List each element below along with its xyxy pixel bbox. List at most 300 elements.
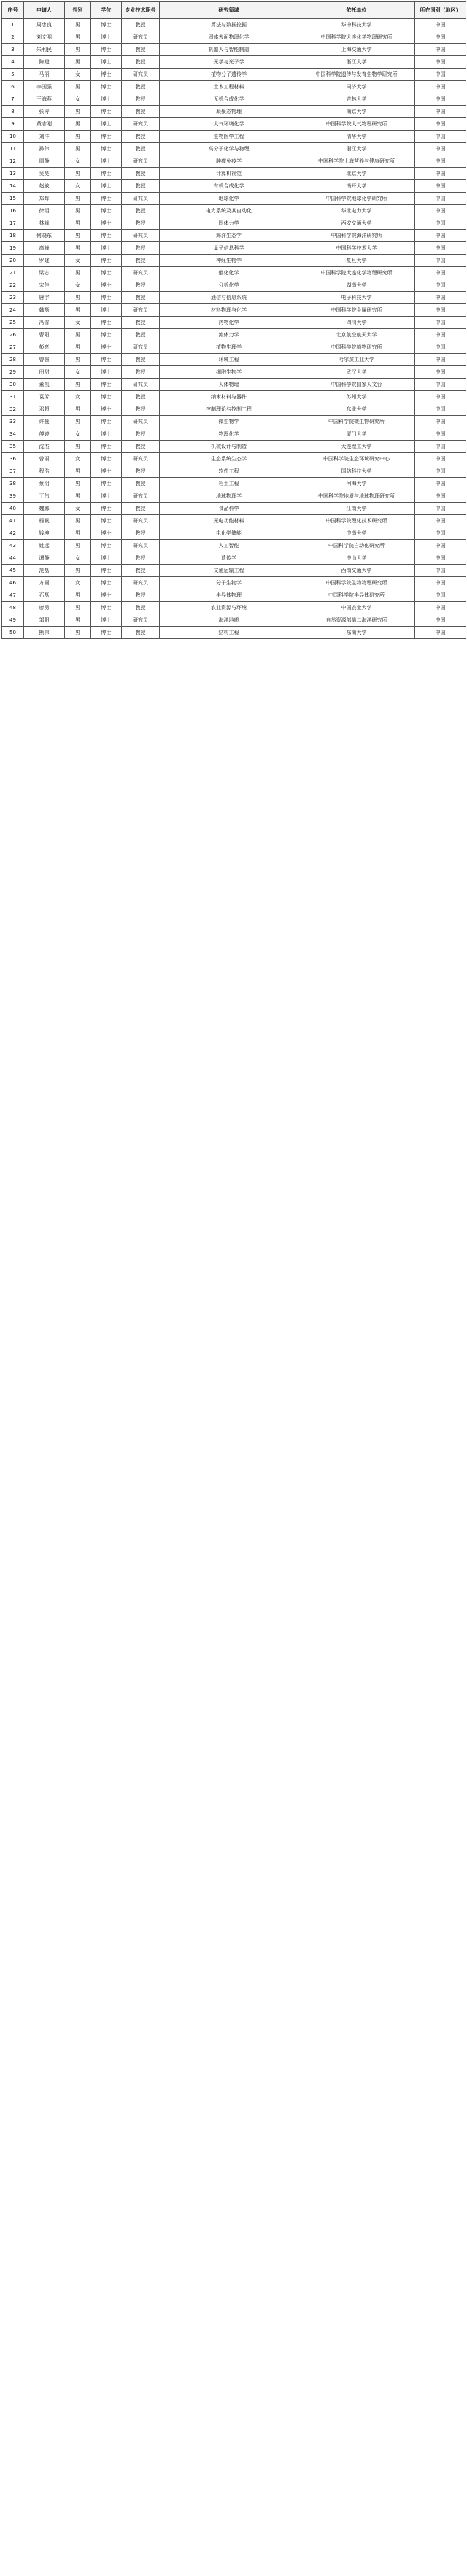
cell-no: 7 xyxy=(2,93,24,106)
table-row xyxy=(2,304,466,317)
cell-field: 生态系统生态学 xyxy=(160,453,298,465)
cell-degree: 博士 xyxy=(91,143,122,155)
cell-name: 罗晓 xyxy=(24,255,65,267)
cell-org: 中国科学院大连化学物理研究所 xyxy=(298,31,415,44)
cell-org: 南开大学 xyxy=(298,180,415,193)
table-row xyxy=(2,366,466,379)
table-row xyxy=(2,329,466,341)
cell-sex: 女 xyxy=(65,391,91,403)
table-row xyxy=(2,143,466,155)
cell-field: 量子信息科学 xyxy=(160,242,298,255)
cell-title: 教授 xyxy=(122,180,160,193)
cell-sex: 男 xyxy=(65,403,91,416)
cell-degree: 博士 xyxy=(91,292,122,304)
cell-field: 神经生物学 xyxy=(160,255,298,267)
cell-title: 研究员 xyxy=(122,416,160,428)
cell-field: 凝聚态物理 xyxy=(160,106,298,118)
table-row xyxy=(2,93,466,106)
cell-org: 中国科学院海洋研究所 xyxy=(298,230,415,242)
cell-country: 中国 xyxy=(415,627,466,639)
cell-field: 固体力学 xyxy=(160,217,298,230)
cell-org: 中国科学院大气物理研究所 xyxy=(298,118,415,131)
cell-degree: 博士 xyxy=(91,453,122,465)
cell-sex: 女 xyxy=(65,503,91,515)
cell-name: 朱利民 xyxy=(24,44,65,56)
table-header-row xyxy=(2,2,466,19)
cell-country: 中国 xyxy=(415,614,466,627)
cell-country: 中国 xyxy=(415,602,466,614)
cell-title: 研究员 xyxy=(122,69,160,81)
table-row xyxy=(2,31,466,44)
cell-field: 高分子化学与物理 xyxy=(160,143,298,155)
cell-title: 教授 xyxy=(122,205,160,217)
cell-title: 教授 xyxy=(122,56,160,69)
cell-no: 33 xyxy=(2,416,24,428)
cell-degree: 博士 xyxy=(91,540,122,552)
cell-title: 教授 xyxy=(122,354,160,366)
cell-degree: 博士 xyxy=(91,614,122,627)
cell-sex: 女 xyxy=(65,453,91,465)
cell-title: 教授 xyxy=(122,391,160,403)
cell-title: 教授 xyxy=(122,279,160,292)
cell-org: 东北大学 xyxy=(298,403,415,416)
cell-title: 教授 xyxy=(122,44,160,56)
cell-sex: 女 xyxy=(65,180,91,193)
table-row xyxy=(2,354,466,366)
cell-org: 自然资源部第二海洋研究所 xyxy=(298,614,415,627)
cell-field: 海洋生态学 xyxy=(160,230,298,242)
cell-name: 郑辉 xyxy=(24,193,65,205)
table-row xyxy=(2,515,466,527)
table-row xyxy=(2,267,466,279)
cell-title: 教授 xyxy=(122,589,160,602)
cell-country: 中国 xyxy=(415,416,466,428)
cell-field: 算法与数据挖掘 xyxy=(160,19,298,31)
cell-no: 16 xyxy=(2,205,24,217)
cell-country: 中国 xyxy=(415,131,466,143)
cell-name: 程浩 xyxy=(24,465,65,478)
cell-sex: 女 xyxy=(65,93,91,106)
cell-no: 29 xyxy=(2,366,24,379)
cell-name: 杨帆 xyxy=(24,515,65,527)
table-row xyxy=(2,279,466,292)
cell-no: 12 xyxy=(2,155,24,168)
table-row xyxy=(2,627,466,639)
cell-name: 曹阳 xyxy=(24,329,65,341)
cell-field: 植物生理学 xyxy=(160,341,298,354)
cell-field: 物理化学 xyxy=(160,428,298,441)
cell-country: 中国 xyxy=(415,180,466,193)
cell-degree: 博士 xyxy=(91,118,122,131)
table-row xyxy=(2,131,466,143)
cell-degree: 博士 xyxy=(91,193,122,205)
cell-title: 研究员 xyxy=(122,614,160,627)
cell-org: 北京航空航天大学 xyxy=(298,329,415,341)
cell-field: 材料物理与化学 xyxy=(160,304,298,317)
cell-field: 药物化学 xyxy=(160,317,298,329)
cell-field: 肿瘤免疫学 xyxy=(160,155,298,168)
cell-no: 38 xyxy=(2,478,24,490)
cell-degree: 博士 xyxy=(91,490,122,503)
cell-country: 中国 xyxy=(415,565,466,577)
cell-field: 岩土工程 xyxy=(160,478,298,490)
cell-title: 教授 xyxy=(122,317,160,329)
cell-field: 纳米材料与器件 xyxy=(160,391,298,403)
cell-country: 中国 xyxy=(415,527,466,540)
cell-country: 中国 xyxy=(415,217,466,230)
cell-field: 生物医学工程 xyxy=(160,131,298,143)
cell-name: 王海燕 xyxy=(24,93,65,106)
cell-degree: 博士 xyxy=(91,403,122,416)
cell-degree: 博士 xyxy=(91,56,122,69)
cell-degree: 博士 xyxy=(91,428,122,441)
cell-org: 上海交通大学 xyxy=(298,44,415,56)
table-row xyxy=(2,441,466,453)
cell-name: 石磊 xyxy=(24,589,65,602)
cell-org: 清华大学 xyxy=(298,131,415,143)
cell-org: 中国科学院金属研究所 xyxy=(298,304,415,317)
cell-field: 交通运输工程 xyxy=(160,565,298,577)
table-row xyxy=(2,379,466,391)
cell-country: 中国 xyxy=(415,193,466,205)
cell-field: 半导体物理 xyxy=(160,589,298,602)
header-name: 申请人 xyxy=(24,2,65,19)
cell-name: 黄志刚 xyxy=(24,118,65,131)
cell-name: 袁芳 xyxy=(24,391,65,403)
cell-sex: 男 xyxy=(65,354,91,366)
table-row xyxy=(2,155,466,168)
cell-org: 河海大学 xyxy=(298,478,415,490)
cell-sex: 女 xyxy=(65,317,91,329)
cell-no: 17 xyxy=(2,217,24,230)
table-row xyxy=(2,118,466,131)
cell-degree: 博士 xyxy=(91,354,122,366)
cell-org: 中国科学院大连化学物理研究所 xyxy=(298,267,415,279)
table-row xyxy=(2,44,466,56)
cell-field: 地球化学 xyxy=(160,193,298,205)
cell-sex: 男 xyxy=(65,304,91,317)
cell-field: 机器人与智能制造 xyxy=(160,44,298,56)
table-row xyxy=(2,81,466,93)
cell-no: 13 xyxy=(2,168,24,180)
cell-country: 中国 xyxy=(415,391,466,403)
table-row xyxy=(2,69,466,81)
cell-field: 分子生物学 xyxy=(160,577,298,589)
cell-title: 研究员 xyxy=(122,267,160,279)
cell-no: 21 xyxy=(2,267,24,279)
table-row xyxy=(2,552,466,565)
header-country: 所在国别（地区） xyxy=(415,2,466,19)
cell-degree: 博士 xyxy=(91,31,122,44)
cell-degree: 博士 xyxy=(91,329,122,341)
cell-name: 冯雪 xyxy=(24,317,65,329)
table-row xyxy=(2,168,466,180)
cell-name: 高峰 xyxy=(24,242,65,255)
cell-field: 细胞生物学 xyxy=(160,366,298,379)
cell-sex: 男 xyxy=(65,217,91,230)
cell-country: 中国 xyxy=(415,403,466,416)
cell-country: 中国 xyxy=(415,205,466,217)
cell-country: 中国 xyxy=(415,267,466,279)
cell-degree: 博士 xyxy=(91,230,122,242)
cell-name: 曾丽 xyxy=(24,453,65,465)
cell-field: 分析化学 xyxy=(160,279,298,292)
cell-sex: 男 xyxy=(65,118,91,131)
table-row xyxy=(2,180,466,193)
cell-org: 中国科学院微生物研究所 xyxy=(298,416,415,428)
cell-name: 陈建 xyxy=(24,56,65,69)
cell-field: 天体物理 xyxy=(160,379,298,391)
cell-country: 中国 xyxy=(415,354,466,366)
cell-no: 27 xyxy=(2,341,24,354)
cell-no: 2 xyxy=(2,31,24,44)
cell-name: 张涛 xyxy=(24,106,65,118)
table-row xyxy=(2,465,466,478)
cell-org: 中国科学院自动化研究所 xyxy=(298,540,415,552)
cell-org: 中国科学院上海营养与健康研究所 xyxy=(298,155,415,168)
cell-title: 研究员 xyxy=(122,304,160,317)
cell-country: 中国 xyxy=(415,341,466,354)
cell-name: 熊伟 xyxy=(24,627,65,639)
cell-title: 教授 xyxy=(122,93,160,106)
table-row xyxy=(2,540,466,552)
cell-title: 教授 xyxy=(122,366,160,379)
cell-degree: 博士 xyxy=(91,304,122,317)
cell-field: 植物分子遗传学 xyxy=(160,69,298,81)
table-row xyxy=(2,503,466,515)
table-row xyxy=(2,242,466,255)
cell-sex: 男 xyxy=(65,168,91,180)
header-no: 序号 xyxy=(2,2,24,19)
cell-name: 谭静 xyxy=(24,552,65,565)
cell-field: 大气环境化学 xyxy=(160,118,298,131)
cell-sex: 男 xyxy=(65,205,91,217)
table-row xyxy=(2,317,466,329)
cell-name: 姚远 xyxy=(24,540,65,552)
cell-no: 43 xyxy=(2,540,24,552)
cell-field: 电力系统及其自动化 xyxy=(160,205,298,217)
cell-no: 37 xyxy=(2,465,24,478)
cell-name: 徐明 xyxy=(24,205,65,217)
cell-no: 42 xyxy=(2,527,24,540)
cell-name: 韩磊 xyxy=(24,304,65,317)
cell-degree: 博士 xyxy=(91,81,122,93)
cell-no: 6 xyxy=(2,81,24,93)
cell-no: 35 xyxy=(2,441,24,453)
cell-org: 湖南大学 xyxy=(298,279,415,292)
cell-no: 14 xyxy=(2,180,24,193)
cell-name: 钱坤 xyxy=(24,527,65,540)
cell-degree: 博士 xyxy=(91,441,122,453)
cell-no: 50 xyxy=(2,627,24,639)
cell-field: 农业资源与环境 xyxy=(160,602,298,614)
cell-org: 中国科学院生物物理研究所 xyxy=(298,577,415,589)
table-row xyxy=(2,577,466,589)
cell-title: 教授 xyxy=(122,329,160,341)
cell-title: 研究员 xyxy=(122,118,160,131)
cell-title: 研究员 xyxy=(122,490,160,503)
cell-sex: 男 xyxy=(65,242,91,255)
header-degree: 学位 xyxy=(91,2,122,19)
cell-no: 30 xyxy=(2,379,24,391)
cell-name: 马丽 xyxy=(24,69,65,81)
table-row xyxy=(2,193,466,205)
cell-org: 武汉大学 xyxy=(298,366,415,379)
cell-country: 中国 xyxy=(415,490,466,503)
cell-sex: 男 xyxy=(65,379,91,391)
cell-title: 教授 xyxy=(122,81,160,93)
cell-sex: 女 xyxy=(65,69,91,81)
cell-sex: 男 xyxy=(65,515,91,527)
cell-degree: 博士 xyxy=(91,217,122,230)
cell-name: 许晨 xyxy=(24,416,65,428)
cell-sex: 男 xyxy=(65,31,91,44)
table-row xyxy=(2,230,466,242)
cell-name: 邹阳 xyxy=(24,614,65,627)
cell-title: 研究员 xyxy=(122,31,160,44)
cell-org: 哈尔滨工业大学 xyxy=(298,354,415,366)
cell-org: 东南大学 xyxy=(298,627,415,639)
cell-title: 教授 xyxy=(122,602,160,614)
cell-name: 周静 xyxy=(24,155,65,168)
cell-title: 教授 xyxy=(122,217,160,230)
cell-degree: 博士 xyxy=(91,279,122,292)
cell-title: 研究员 xyxy=(122,155,160,168)
cell-name: 宋佳 xyxy=(24,279,65,292)
cell-sex: 女 xyxy=(65,428,91,441)
cell-country: 中国 xyxy=(415,279,466,292)
cell-name: 蔡明 xyxy=(24,478,65,490)
cell-country: 中国 xyxy=(415,577,466,589)
cell-field: 流体力学 xyxy=(160,329,298,341)
cell-field: 环境工程 xyxy=(160,354,298,366)
cell-field: 固体表面物理化学 xyxy=(160,31,298,44)
cell-field: 土木工程材料 xyxy=(160,81,298,93)
cell-title: 教授 xyxy=(122,527,160,540)
cell-field: 人工智能 xyxy=(160,540,298,552)
cell-degree: 博士 xyxy=(91,155,122,168)
cell-name: 梁志 xyxy=(24,267,65,279)
cell-field: 电化学储能 xyxy=(160,527,298,540)
cell-title: 教授 xyxy=(122,131,160,143)
cell-sex: 男 xyxy=(65,44,91,56)
cell-field: 控制理论与控制工程 xyxy=(160,403,298,416)
cell-org: 江南大学 xyxy=(298,503,415,515)
cell-country: 中国 xyxy=(415,168,466,180)
cell-country: 中国 xyxy=(415,540,466,552)
cell-sex: 男 xyxy=(65,56,91,69)
cell-no: 1 xyxy=(2,19,24,31)
cell-degree: 博士 xyxy=(91,627,122,639)
cell-sex: 男 xyxy=(65,490,91,503)
cell-degree: 博士 xyxy=(91,317,122,329)
cell-sex: 男 xyxy=(65,131,91,143)
cell-no: 19 xyxy=(2,242,24,255)
cell-degree: 博士 xyxy=(91,515,122,527)
cell-org: 大连理工大学 xyxy=(298,441,415,453)
cell-sex: 男 xyxy=(65,441,91,453)
cell-sex: 男 xyxy=(65,143,91,155)
cell-title: 教授 xyxy=(122,403,160,416)
cell-title: 教授 xyxy=(122,552,160,565)
cell-no: 24 xyxy=(2,304,24,317)
cell-degree: 博士 xyxy=(91,255,122,267)
cell-title: 教授 xyxy=(122,428,160,441)
cell-field: 通信与信息系统 xyxy=(160,292,298,304)
cell-degree: 博士 xyxy=(91,565,122,577)
cell-field: 软件工程 xyxy=(160,465,298,478)
cell-org: 同济大学 xyxy=(298,81,415,93)
cell-sex: 男 xyxy=(65,565,91,577)
cell-sex: 男 xyxy=(65,230,91,242)
cell-no: 22 xyxy=(2,279,24,292)
cell-field: 微生物学 xyxy=(160,416,298,428)
cell-country: 中国 xyxy=(415,255,466,267)
applicant-table xyxy=(1,1,466,639)
cell-org: 中国科学院国家天文台 xyxy=(298,379,415,391)
cell-sex: 女 xyxy=(65,366,91,379)
cell-org: 四川大学 xyxy=(298,317,415,329)
cell-no: 44 xyxy=(2,552,24,565)
cell-name: 廖勇 xyxy=(24,602,65,614)
cell-title: 教授 xyxy=(122,255,160,267)
cell-org: 电子科技大学 xyxy=(298,292,415,304)
cell-country: 中国 xyxy=(415,242,466,255)
cell-country: 中国 xyxy=(415,106,466,118)
cell-no: 15 xyxy=(2,193,24,205)
cell-no: 23 xyxy=(2,292,24,304)
header-title: 专业技术职务 xyxy=(122,2,160,19)
cell-degree: 博士 xyxy=(91,366,122,379)
cell-field: 海洋地质 xyxy=(160,614,298,627)
cell-sex: 男 xyxy=(65,527,91,540)
cell-country: 中国 xyxy=(415,81,466,93)
table-row xyxy=(2,490,466,503)
cell-country: 中国 xyxy=(415,230,466,242)
cell-no: 46 xyxy=(2,577,24,589)
cell-title: 教授 xyxy=(122,168,160,180)
cell-sex: 男 xyxy=(65,81,91,93)
cell-country: 中国 xyxy=(415,304,466,317)
cell-org: 吉林大学 xyxy=(298,93,415,106)
cell-no: 45 xyxy=(2,565,24,577)
cell-no: 5 xyxy=(2,69,24,81)
table-row xyxy=(2,391,466,403)
cell-no: 28 xyxy=(2,354,24,366)
cell-org: 中国科学技术大学 xyxy=(298,242,415,255)
cell-field: 光电功能材料 xyxy=(160,515,298,527)
cell-country: 中国 xyxy=(415,44,466,56)
cell-org: 中国科学院地质与地球物理研究所 xyxy=(298,490,415,503)
cell-degree: 博士 xyxy=(91,416,122,428)
cell-country: 中国 xyxy=(415,503,466,515)
cell-sex: 男 xyxy=(65,19,91,31)
cell-org: 中国科学院植物研究所 xyxy=(298,341,415,354)
cell-name: 傅婷 xyxy=(24,428,65,441)
cell-sex: 男 xyxy=(65,602,91,614)
cell-title: 教授 xyxy=(122,565,160,577)
applicant-table-container xyxy=(1,1,466,639)
cell-name: 吴昊 xyxy=(24,168,65,180)
table-row xyxy=(2,428,466,441)
cell-degree: 博士 xyxy=(91,391,122,403)
cell-degree: 博士 xyxy=(91,465,122,478)
cell-name: 林峰 xyxy=(24,217,65,230)
cell-name: 魏娜 xyxy=(24,503,65,515)
cell-sex: 男 xyxy=(65,478,91,490)
cell-org: 中国科学院半导体研究所 xyxy=(298,589,415,602)
cell-degree: 博士 xyxy=(91,589,122,602)
